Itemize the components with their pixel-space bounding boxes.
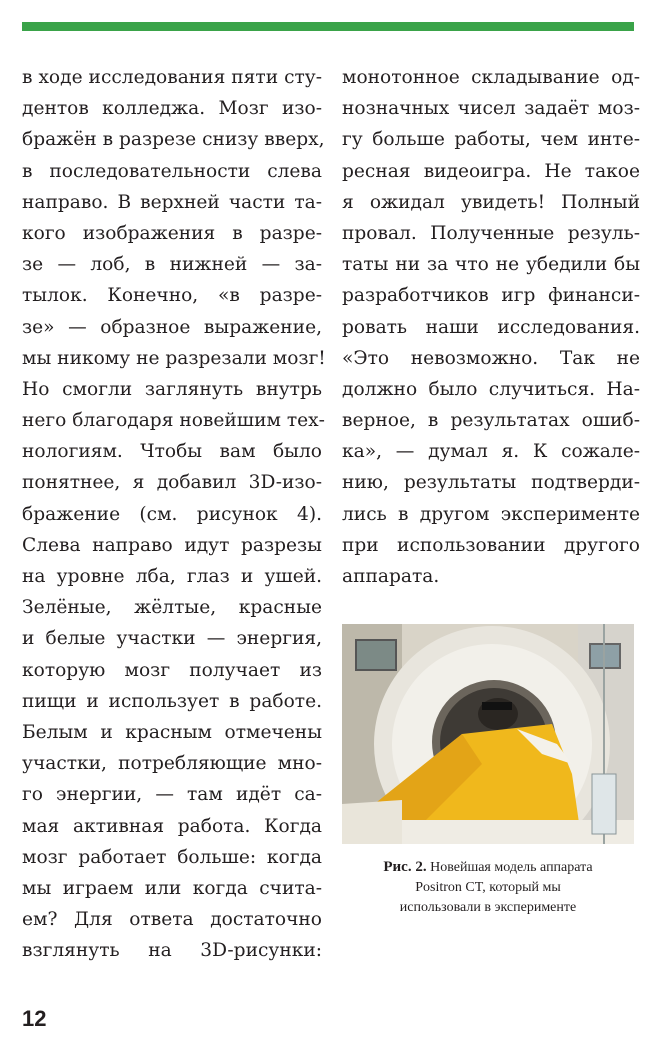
text-line: которую мозг получает из (22, 659, 322, 681)
text-line: аппарата. (342, 566, 440, 587)
text-line: ровать наши исследования. (342, 316, 640, 338)
text-line: нию, результаты подтверди- (342, 472, 640, 494)
pet-scanner-photo (342, 624, 634, 844)
text-line: верное, в результатах ошиб- (342, 410, 640, 432)
text-line: взглянуть на 3D-рисунки: (22, 940, 322, 962)
text-line: зе — лоб, в нижней — за- (22, 254, 322, 276)
text-line: нологиям. Чтобы вам было (22, 441, 322, 463)
text-line: в ходе исследования пяти сту- (22, 67, 322, 88)
text-line: мы никому не разрезали мозг! (22, 347, 326, 369)
caption-text: Positron CT, который мы (415, 880, 561, 895)
text-line: «Это невозможно. Так не (342, 347, 640, 369)
text-line: мая активная работа. Когда (22, 815, 322, 837)
text-line: я ожидал увидеть! Полный (342, 191, 640, 213)
text-line: тылок. Конечно, «в разре- (22, 285, 322, 307)
text-line: пищи и использует в работе. (22, 690, 322, 712)
text-line: кого изображения в разре- (22, 222, 322, 244)
text-line: бражён в разрезе снизу вверх, (22, 129, 325, 151)
text-line: таты ни за что не убедили бы (342, 254, 640, 276)
text-line: Но смогли заглянуть внутрь (22, 378, 322, 400)
text-line: и белые участки — энергия, (22, 628, 322, 650)
caption-first-line (342, 857, 634, 878)
text-line: мы играем или когда счита- (22, 877, 322, 899)
text-line: нозначных чисел задаёт моз- (342, 98, 640, 120)
text-line: него благодаря новейшим тех- (22, 410, 325, 432)
text-line: участки, потребляющие мно- (22, 753, 322, 775)
left-text-column (22, 62, 326, 966)
text-line: разработчиков игр финанси- (342, 285, 640, 307)
text-line: Белым и красным отмечены (22, 721, 322, 743)
top-green-rule (22, 22, 634, 31)
text-line: лись в другом эксперименте (342, 503, 640, 525)
caption-label: Рис. 2. (383, 859, 427, 875)
figure-caption (342, 857, 634, 918)
text-line: ресная видеоигра. Не такое (342, 160, 640, 182)
text-line: в последовательности слева (22, 160, 322, 182)
text-line: мозг работает больше: когда (22, 846, 322, 868)
text-line: дентов колледжа. Мозг изо- (22, 98, 322, 120)
text-line: направо. В верхней части та- (22, 191, 322, 213)
text-line: на уровне лба, глаз и ушей. (22, 566, 322, 587)
text-line: ка», — думал я. К сожале- (342, 441, 640, 463)
pet-scanner-illustration (342, 624, 634, 844)
text-line: Зелёные, жёлтые, красные (22, 597, 322, 619)
text-line: бражение (см. рисунок 4). (22, 503, 322, 525)
text-line: гу больше работы, чем инте- (342, 129, 640, 151)
page-number: 12 (22, 1006, 47, 1031)
text-line: зе» — образное выражение, (22, 316, 322, 338)
text-line: при использовании другого (342, 534, 640, 556)
right-text-column (342, 62, 640, 592)
caption-text: Новейшая модель аппарата (430, 860, 593, 875)
text-line: провал. Полученные резуль- (342, 222, 640, 244)
text-line: монотонное складывание од- (342, 67, 640, 88)
text-line: Слева направо идут разрезы (22, 534, 322, 556)
text-line: должно было случиться. На- (342, 378, 640, 400)
caption-text: использовали в эксперименте (399, 900, 577, 915)
text-line: понятнее, я добавил 3D-изо- (22, 472, 322, 494)
text-line: ем? Для ответа достаточно (22, 909, 322, 931)
text-line: го энергии, — там идёт са- (22, 784, 322, 806)
